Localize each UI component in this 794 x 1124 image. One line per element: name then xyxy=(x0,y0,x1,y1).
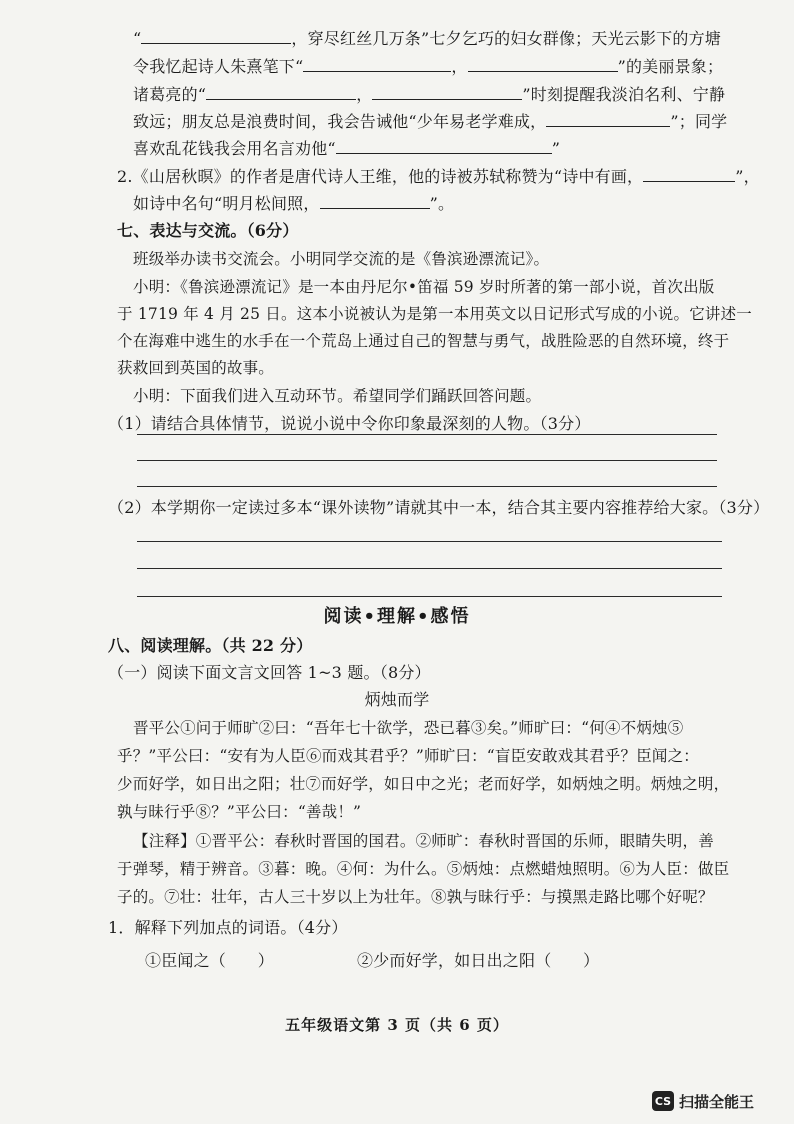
camscanner-logo-icon: CS xyxy=(652,1091,674,1111)
reading-question-1a[interactable]: ①臣闻之（ ） xyxy=(145,951,274,970)
answer-blank[interactable] xyxy=(643,167,735,182)
answer-blank[interactable] xyxy=(372,85,522,100)
notes-line: 【注释】①晋平公：春秋时晋国的国君。②师旷：春秋时晋国的乐师，眼睛失明，善 xyxy=(133,832,714,850)
answer-blank[interactable] xyxy=(303,57,451,72)
section-8-heading: 八、阅读理解。（共 22 分） xyxy=(108,636,313,655)
answer-line[interactable] xyxy=(137,568,722,569)
poem-line-2: 令我忆起诗人朱熹笔下“ ， ”的美丽景象； xyxy=(133,57,724,76)
answer-blank[interactable] xyxy=(468,57,618,72)
paragraph-line: 小明：下面我们进入互动环节。希望同学们踊跃回答问题。 xyxy=(133,387,542,405)
passage-line: 少而好学，如日出之阳；壮⑦而好学，如日中之光；老而好学，如炳烛之明。炳烛之明， xyxy=(117,775,730,793)
paragraph-line: 小明：《鲁滨逊漂流记》是一本由丹尼尔•笛福 59 岁时所著的第一部小说，首次出版 xyxy=(133,278,715,296)
subsection-1-heading: （一）阅读下面文言文回答 1~3 题。（8分） xyxy=(108,663,431,682)
passage-line: 孰与昧行乎⑧？”平公曰：“善哉！” xyxy=(117,803,362,821)
poem-line-5: 喜欢乱花钱我会用名言劝他“ ” xyxy=(133,139,561,158)
question-2-line-2: 如诗中名句“明月松间照， ”。 xyxy=(133,194,455,213)
answer-line[interactable] xyxy=(137,434,717,435)
paragraph-line: 于 1719 年 4 月 25 日。这本小说被认为是第一本用英文以日记形式写成的小说。它讲述一 xyxy=(117,305,752,323)
answer-line[interactable] xyxy=(137,541,722,542)
notes-line: 子的。⑦壮：壮年，古人三十岁以上为壮年。⑧孰与昧行乎：与摸黑走路比哪个好呢？ xyxy=(117,888,714,906)
reading-question-1: 1．解释下列加点的词语。（4分） xyxy=(108,918,348,937)
answer-blank[interactable] xyxy=(546,112,670,127)
section-7-heading: 七、表达与交流。（6分） xyxy=(117,221,299,240)
answer-blank[interactable] xyxy=(336,139,552,154)
answer-line[interactable] xyxy=(137,460,717,461)
section-7-intro: 班级举办读书交流会。小明同学交流的是《鲁滨逊漂流记》。 xyxy=(133,250,550,268)
scanner-watermark xyxy=(652,1089,754,1113)
passage-title: 炳烛而学 xyxy=(364,690,430,709)
passage-line: 晋平公①问于师旷②曰：“吾年七十欲学，恐已暮③矣。”师旷曰：“何④不炳烛⑤ xyxy=(133,719,684,737)
quote-open: “ xyxy=(133,29,142,48)
section-banner: 阅读•理解•感悟 xyxy=(323,606,471,627)
paragraph-line: 获救回到英国的故事。 xyxy=(117,359,275,377)
answer-line[interactable] xyxy=(137,486,717,487)
poem-line-1: “ ，穿尽红丝几万条”七夕乞巧的妇女群像；天光云影下的方塘 xyxy=(133,29,721,48)
notes-line: 于弹琴，精于辨音。③暮：晚。④何：为什么。⑤炳烛：点燃蜡烛照明。⑥为人臣：做臣 xyxy=(117,860,730,878)
answer-blank[interactable] xyxy=(141,29,291,44)
page-footer: 五年级语文第 3 页（共 6 页） xyxy=(285,1016,509,1034)
reading-question-1b[interactable]: ②少而好学，如日出之阳（ ） xyxy=(357,951,600,970)
poem-line-4: 致远；朋友总是浪费时间，我会告诫他“少年易老学难成， ”；同学 xyxy=(133,112,728,131)
question-2: 2.《山居秋暝》的作者是唐代诗人王维，他的诗被苏轼称赞为“诗中有画， ”， xyxy=(117,167,760,186)
answer-blank[interactable] xyxy=(320,194,430,209)
section-7-question-2: （2）本学期你一定读过多本“课外读物”请就其中一本，结合其主要内容推荐给大家。（3分） xyxy=(108,498,770,517)
passage-line: 乎？”平公曰：“安有为人臣⑥而戏其君乎？”师旷曰：“盲臣安敢戏其君乎？臣闻之： xyxy=(117,747,699,765)
poem-line-3: 诸葛亮的“ ， ”时刻提醒我淡泊名利、宁静 xyxy=(133,85,726,104)
answer-line[interactable] xyxy=(137,596,722,597)
camscanner-label: 扫描全能王 xyxy=(679,1092,755,1111)
section-7-question-1: （1）请结合具体情节，说说小说中令你印象最深刻的人物。（3分） xyxy=(108,414,591,433)
paragraph-line: 个在海难中逃生的水手在一个荒岛上通过自己的智慧与勇气，战胜险恶的自然环境，终于 xyxy=(117,332,730,350)
answer-blank[interactable] xyxy=(206,85,356,100)
